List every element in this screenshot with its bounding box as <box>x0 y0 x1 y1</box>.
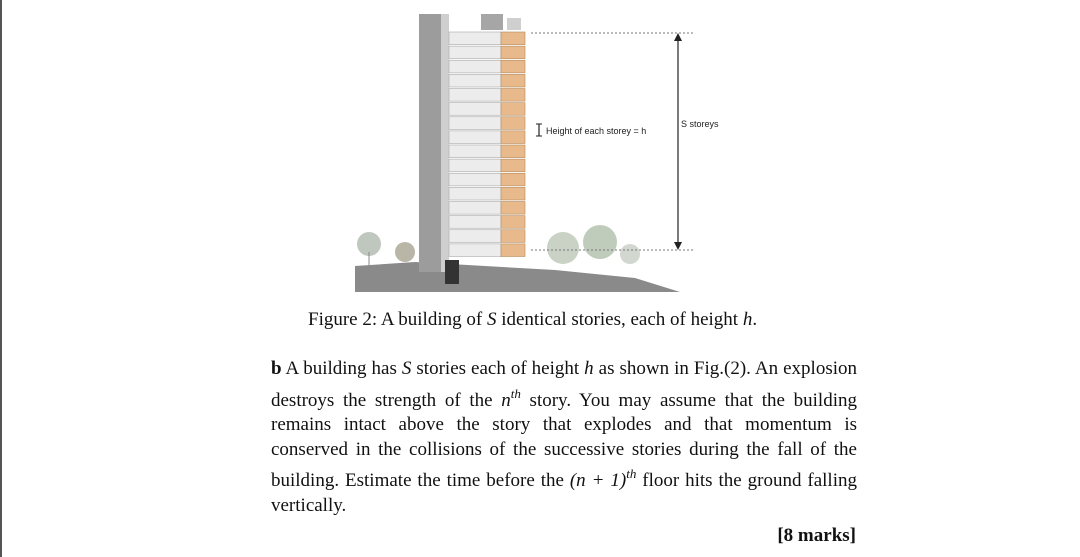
building-figure <box>355 8 735 298</box>
problem-text: as shown in Fig.(2). An explosion destroys the strength of the <box>271 358 857 411</box>
tree-icon <box>547 232 579 264</box>
floor-balcony <box>501 46 525 59</box>
floor-unit <box>449 74 501 87</box>
tree-icon <box>583 225 617 259</box>
problem-statement <box>271 357 857 519</box>
marks-label: [8 marks] <box>777 525 856 546</box>
floor-balcony <box>501 103 525 116</box>
figure-caption <box>308 309 757 331</box>
arrow-head-down <box>674 242 682 250</box>
floor-balcony <box>501 244 525 257</box>
caption-text: . <box>752 309 758 330</box>
caption-var-h: h <box>742 309 753 330</box>
problem-expression: (n + 1) <box>569 470 627 492</box>
floor-unit <box>449 89 501 102</box>
problem-var-n: n <box>501 389 511 411</box>
ground <box>355 262 680 292</box>
problem-var-h: h <box>584 358 594 379</box>
problem-text: A building has <box>281 358 402 379</box>
floor-balcony <box>501 74 525 87</box>
floor-unit <box>449 103 501 116</box>
floor-unit <box>449 159 501 172</box>
arrow-head-up <box>674 33 682 41</box>
floor-unit <box>449 117 501 130</box>
floor-unit <box>449 187 501 200</box>
floor-balcony <box>501 131 525 144</box>
superscript-th: th <box>626 466 637 482</box>
floor-unit <box>449 202 501 215</box>
floor-balcony <box>501 202 525 215</box>
floor-unit <box>449 244 501 257</box>
floor-balcony <box>501 230 525 243</box>
basement <box>445 260 459 284</box>
floor-unit <box>449 32 501 45</box>
caption-var-s: S <box>486 309 497 330</box>
caption-text: identical stories, each of height <box>496 309 743 330</box>
height-label: Height of each storey = h <box>546 126 647 136</box>
problem-text: stories each of height <box>411 358 585 379</box>
floor-balcony <box>501 159 525 172</box>
building-floors <box>449 32 525 257</box>
floor-unit <box>449 145 501 158</box>
building-core-edge <box>441 14 449 272</box>
floor-unit <box>449 46 501 59</box>
problem-var-s: S <box>401 358 412 379</box>
building-illustration <box>355 8 735 298</box>
problem-text: story. You may assume that the building remains intact above the story that explodes and that momentum is conserved in the collisions of the successive stories during the fall of the building. Estimate the time before the <box>271 389 857 492</box>
caption-text: Figure 2: A building of <box>308 309 487 330</box>
tree-icon <box>395 242 415 262</box>
page-left-border <box>0 0 2 557</box>
floor-balcony <box>501 216 525 229</box>
roof-structure <box>481 14 503 30</box>
floor-unit <box>449 60 501 73</box>
floor-balcony <box>501 145 525 158</box>
floor-balcony <box>501 187 525 200</box>
floor-unit <box>449 230 501 243</box>
floor-balcony <box>501 60 525 73</box>
superscript-th: th <box>510 385 521 401</box>
storeys-label: S storeys <box>681 119 719 129</box>
floor-balcony <box>501 89 525 102</box>
roof-structure <box>507 18 521 30</box>
floor-unit <box>449 131 501 144</box>
floor-unit <box>449 216 501 229</box>
problem-text: floor hits the ground falling vertically. <box>271 470 857 516</box>
problem-label: b <box>271 358 282 379</box>
floor-balcony <box>501 173 525 186</box>
building-core <box>419 14 441 272</box>
floor-balcony <box>501 32 525 45</box>
floor-balcony <box>501 117 525 130</box>
tree-icon <box>620 244 640 264</box>
floor-unit <box>449 173 501 186</box>
